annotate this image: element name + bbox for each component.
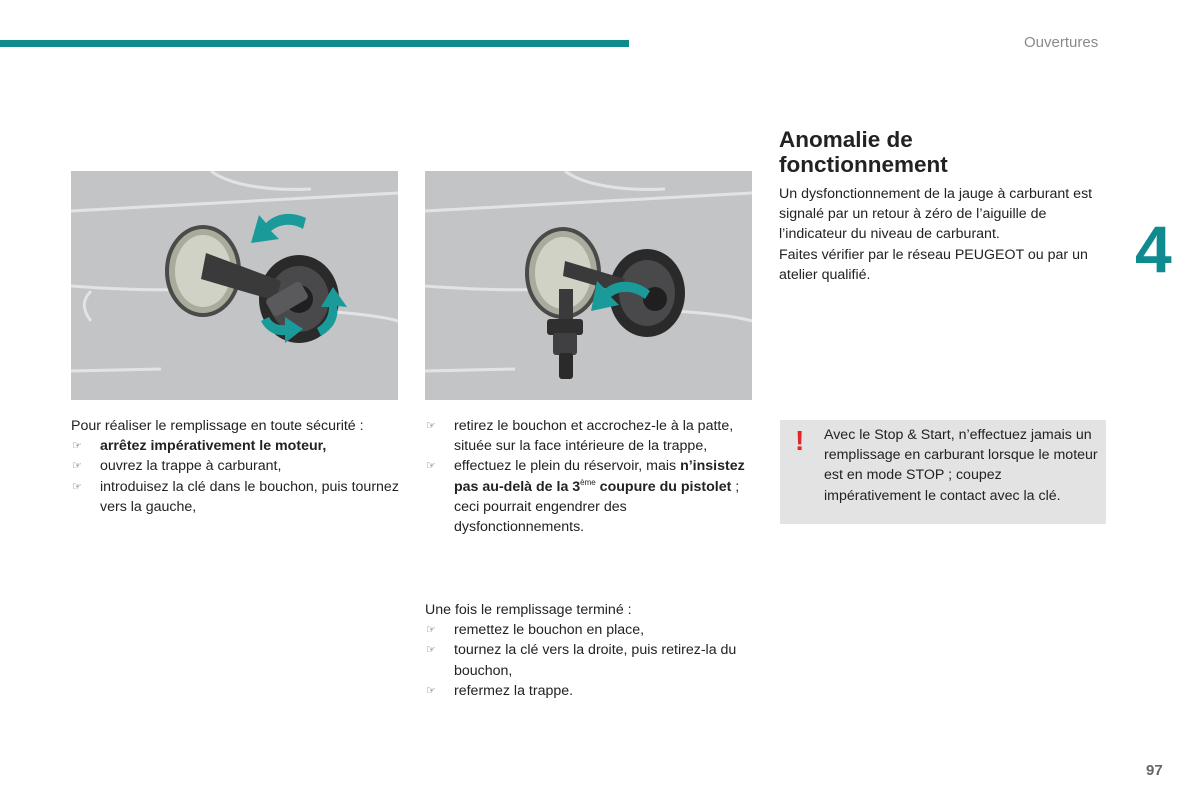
chapter-number: 4 bbox=[1135, 212, 1172, 286]
section-title: Ouvertures bbox=[1024, 34, 1099, 51]
anomaly-heading bbox=[779, 127, 948, 177]
step-insert-key: introduisez la clé dans le bouchon, puis tournez vers la gauche, bbox=[100, 478, 399, 515]
ordinal-superscript: ème bbox=[580, 477, 596, 487]
section-color-bar bbox=[0, 40, 629, 47]
hand-pointer-icon: ☞ bbox=[426, 644, 436, 657]
hand-pointer-icon: ☞ bbox=[426, 420, 436, 432]
nozzle-cutoff-bold: coupure du pistolet bbox=[595, 478, 732, 495]
hand-pointer-icon: ☞ bbox=[72, 480, 82, 493]
hand-pointer-icon: ☞ bbox=[72, 460, 82, 473]
refuel-intro: Pour réaliser le remplissage en toute sécurité : bbox=[71, 418, 364, 434]
nozzle-warning-bold: n’insistez pas au-delà de la 3 bbox=[454, 458, 745, 495]
hand-pointer-icon: ☞ bbox=[426, 624, 436, 637]
fuel-cap-hang-illustration bbox=[425, 171, 752, 400]
warning-text: Avec le Stop & Start, n’effectuez jamais un remplissage en carburant lorsque le moteur est en mode STOP ; coupez impérativement le contact avec la clé. bbox=[824, 427, 1098, 504]
list-item bbox=[425, 416, 755, 456]
list-item bbox=[71, 436, 401, 456]
step-fill-tank-end: ; ceci pourrait engendrer des dysfonctionnements. bbox=[454, 478, 740, 536]
refuel-instructions-part1 bbox=[71, 416, 401, 517]
anomaly-heading-line1: Anomalie de bbox=[779, 127, 913, 152]
list-item bbox=[425, 640, 755, 680]
anomaly-heading-line2: fonctionnement bbox=[779, 152, 948, 177]
anomaly-text bbox=[779, 184, 1109, 285]
fuel-cap-unscrew-illustration bbox=[71, 171, 398, 400]
step-stop-engine: arrêtez impérativement le moteur, bbox=[100, 438, 327, 455]
step-remove-cap: retirez le bouchon et accrochez-le à la patte, située sur la face intérieure de la trappe, bbox=[454, 418, 734, 455]
anomaly-advice: Faites vérifier par le réseau PEUGEOT ou par un atelier qualifié. bbox=[779, 246, 1088, 283]
step-turn-key: tournez la clé vers la droite, puis retirez-la du bouchon, bbox=[454, 642, 737, 679]
stop-start-warning-box bbox=[780, 420, 1106, 524]
list-item bbox=[425, 620, 755, 640]
after-refuel-instructions bbox=[425, 600, 755, 701]
step-close-flap: refermez la trappe. bbox=[454, 682, 574, 699]
page-number: 97 bbox=[1146, 762, 1163, 779]
hand-pointer-icon: ☞ bbox=[72, 440, 82, 453]
step-replace-cap: remettez le bouchon en place, bbox=[454, 622, 645, 639]
list-item bbox=[425, 456, 755, 537]
list-item bbox=[425, 681, 755, 701]
after-refuel-intro: Une fois le remplissage terminé : bbox=[425, 602, 632, 618]
refuel-instructions-part2 bbox=[425, 416, 755, 537]
step-fill-tank: effectuez le plein du réservoir, mais bbox=[454, 458, 681, 475]
hand-pointer-icon: ☞ bbox=[426, 460, 436, 473]
hand-pointer-icon: ☞ bbox=[426, 684, 436, 697]
list-item bbox=[71, 456, 401, 476]
warning-icon: ! bbox=[795, 425, 805, 456]
step-open-flap: ouvrez la trappe à carburant, bbox=[100, 458, 282, 475]
anomaly-description: Un dysfonctionnement de la jauge à carburant est signalé par un retour à zéro de l’aiguille de l’indicateur du niveau de carburant. bbox=[779, 186, 1093, 243]
list-item bbox=[71, 477, 401, 517]
